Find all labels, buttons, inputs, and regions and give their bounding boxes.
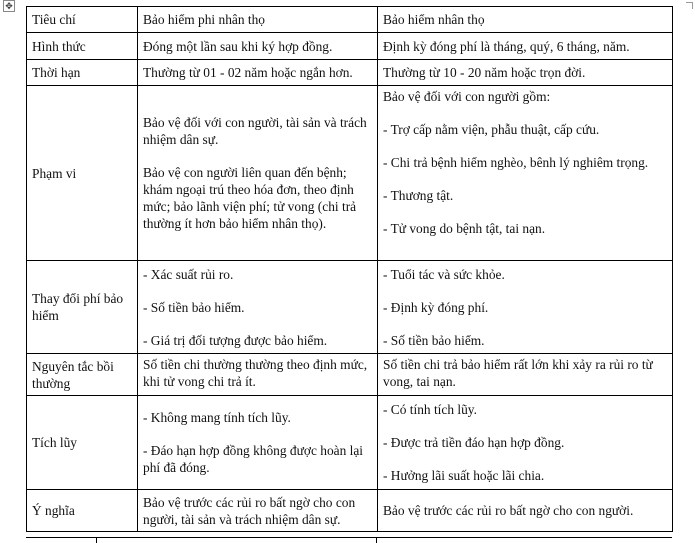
- table-row: [27, 261, 673, 354]
- cell-text: - Tuổi tác và sức khỏe.: [383, 266, 505, 282]
- table-row: [27, 396, 673, 490]
- life-cell[interactable]: [378, 490, 673, 532]
- non-life-cell[interactable]: [138, 490, 378, 532]
- cell-text: - Thương tật.: [383, 188, 454, 203]
- cell-text: - Tử vong do bệnh tật, tai nạn.: [383, 221, 546, 236]
- life-cell[interactable]: [378, 33, 673, 60]
- table-move-handle-icon[interactable]: ✥: [3, 0, 15, 12]
- life-cell[interactable]: [378, 60, 673, 86]
- row-label[interactable]: Nguyên tắc bồi thường: [27, 354, 138, 396]
- cell-text: - Được trả tiền đáo hạn hợp đồng.: [383, 435, 565, 450]
- cell-text: - Hưởng lãi suất hoặc lãi chia.: [383, 468, 545, 483]
- table-header-row: [27, 7, 673, 33]
- non-life-cell[interactable]: [138, 354, 378, 396]
- row-label[interactable]: Tích lũy: [27, 396, 138, 490]
- cell-text: - Xác suất rủi ro.: [143, 266, 234, 282]
- cell-text: Định kỳ đóng phí là tháng, quý, 6 tháng, năm.: [383, 38, 630, 54]
- cell-text: - Trợ cấp nằm viện, phẫu thuật, cấp cứu.: [383, 122, 600, 137]
- cell-text: - Có tính tích lũy.: [383, 402, 477, 417]
- header-cell-non-life[interactable]: Bảo hiểm phi nhân thọ: [138, 7, 378, 33]
- cell-text: - Định kỳ đóng phí.: [383, 299, 489, 315]
- row-label[interactable]: Ý nghĩa: [27, 490, 138, 532]
- comparison-table: [26, 6, 673, 532]
- life-cell[interactable]: [378, 396, 673, 490]
- page-bottom-tick: [376, 537, 377, 543]
- non-life-cell[interactable]: [138, 396, 378, 490]
- cell-text: Đóng một lần sau khi ký hợp đồng.: [143, 38, 333, 54]
- non-life-cell[interactable]: [138, 261, 378, 354]
- non-life-cell[interactable]: [138, 86, 378, 261]
- life-cell[interactable]: [378, 86, 673, 261]
- cell-text: Bảo vệ đối với con người, tài sản và trách nhiệm dân sự.: [143, 115, 367, 147]
- row-label[interactable]: Thay đổi phí bảo hiểm: [27, 261, 138, 354]
- cell-text: Bảo vệ trước các rủi ro bất ngờ cho con người, tài sản và trách nhiệm dân sự.: [143, 494, 356, 527]
- cell-text: Số tiền chi trả bảo hiểm rất lớn khi xảy ra rủi ro từ vong, tai nạn.: [383, 357, 653, 389]
- cell-text: - Giá trị đối tượng được bảo hiểm.: [143, 332, 328, 348]
- table-row: [27, 490, 673, 532]
- cell-text: - Số tiền bảo hiểm.: [143, 299, 245, 315]
- life-cell[interactable]: [378, 261, 673, 354]
- cell-text: Bảo vệ trước các rủi ro bất ngờ cho con người.: [383, 503, 634, 518]
- table-row: [27, 33, 673, 60]
- header-cell-criteria[interactable]: Tiêu chí: [27, 7, 138, 33]
- page-bottom-line: [26, 537, 672, 538]
- table-row: [27, 354, 673, 396]
- table-row: [27, 60, 673, 86]
- cell-text: Thường từ 10 - 20 năm hoặc trọn đời.: [383, 65, 586, 80]
- page-bottom-tick: [96, 537, 97, 543]
- cell-text: Bảo vệ con người liên quan đến bệnh; khám ngoại trú theo hóa đơn, theo định mức; bảo lãnh viện phí; tử vong (chi trả thường ít hơn bảo hiểm nhân thọ).: [143, 165, 357, 231]
- header-cell-life[interactable]: Bảo hiểm nhân thọ: [378, 7, 673, 33]
- page-corner-mark: [686, 2, 693, 9]
- row-label[interactable]: Thời hạn: [27, 60, 138, 86]
- cell-text: - Chi trả bệnh hiểm nghèo, bênh lý nghiêm trọng.: [383, 155, 649, 170]
- cell-text: Bảo vệ đối với con người gồm:: [383, 89, 551, 104]
- cell-text: - Số tiền bảo hiểm.: [383, 332, 485, 348]
- table-row: [27, 86, 673, 261]
- non-life-cell[interactable]: [138, 60, 378, 86]
- life-cell[interactable]: [378, 354, 673, 396]
- cell-text: Số tiền chi thường thường theo định mức, khi tử vong chi trả ít.: [143, 357, 368, 389]
- cell-text: - Không mang tính tích lũy.: [143, 410, 291, 425]
- cell-text: Thường từ 01 - 02 năm hoặc ngắn hơn.: [143, 65, 353, 80]
- non-life-cell[interactable]: [138, 33, 378, 60]
- row-label[interactable]: Phạm vi: [27, 86, 138, 261]
- row-label[interactable]: Hình thức: [27, 33, 138, 60]
- cell-text: - Đáo hạn hợp đồng không được hoàn lại phí đã đóng.: [143, 443, 364, 475]
